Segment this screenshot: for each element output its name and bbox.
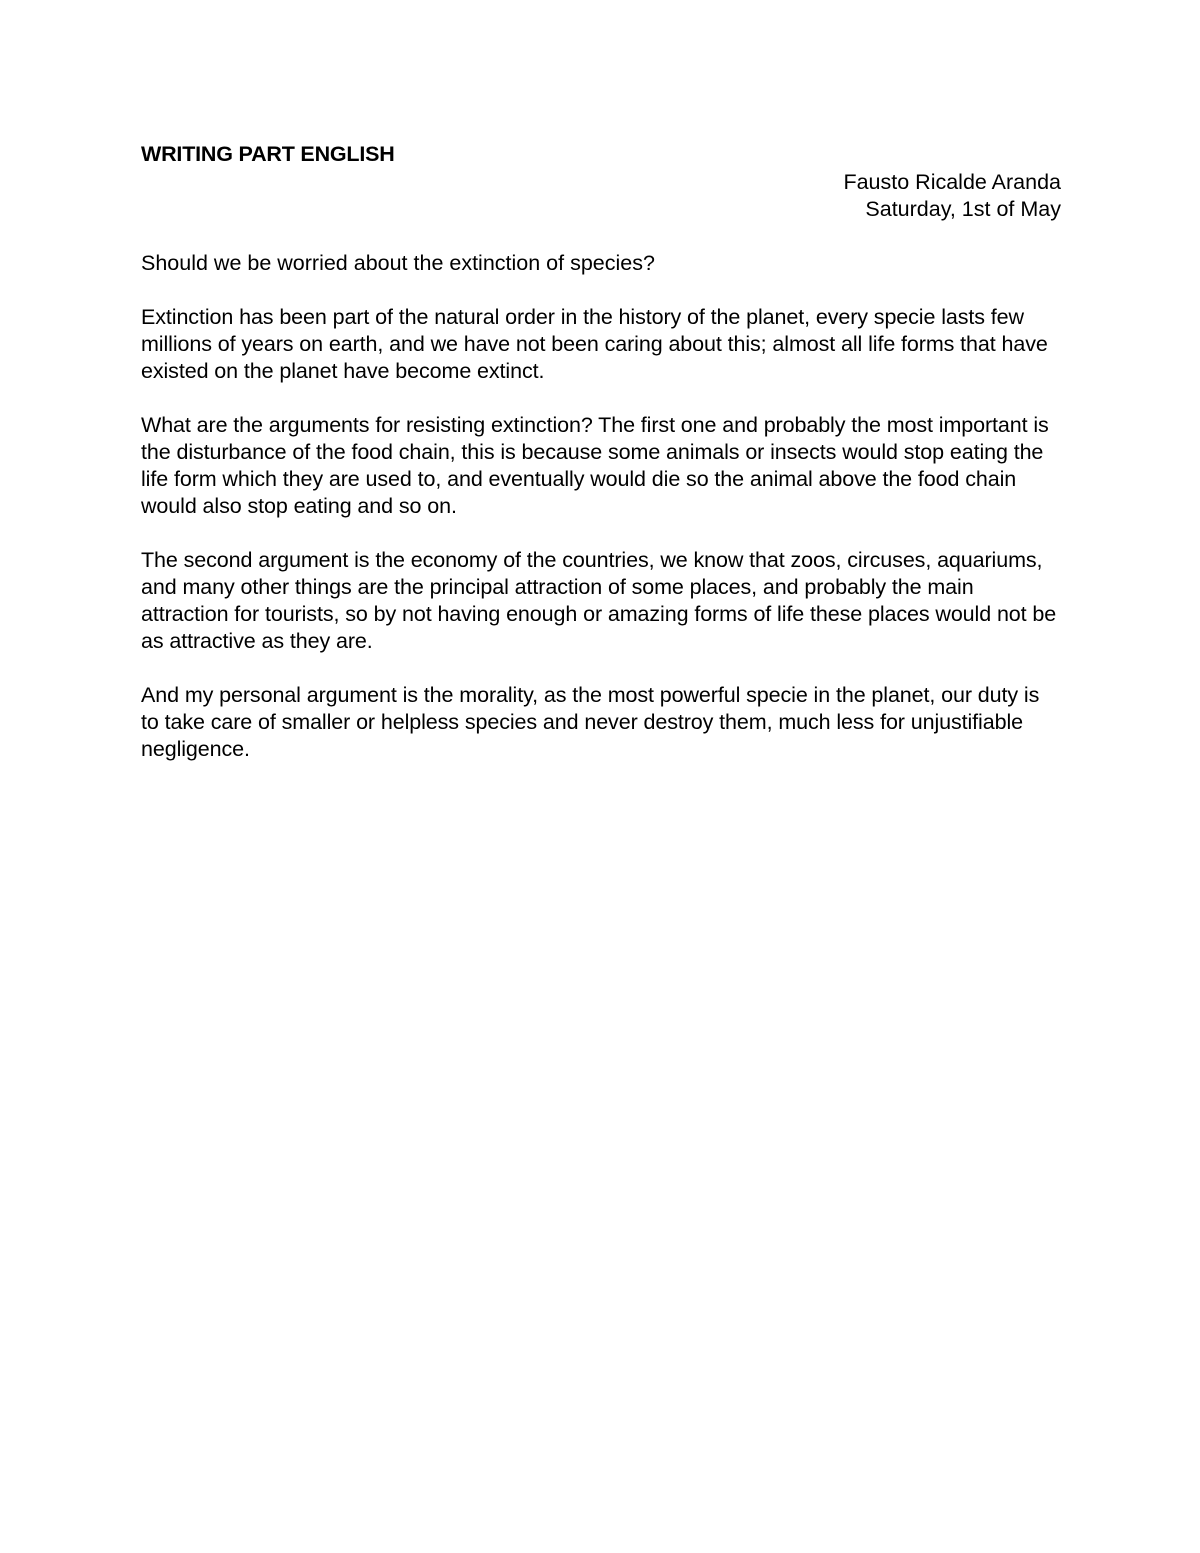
paragraph-2: What are the arguments for resisting extinction? The first one and probably the most important is the disturbance of the food chain, this is because some animals or insects would stop eating the life form which they are used to, and eventually would die so the animal above the food chain would also stop eating and so on. xyxy=(141,413,1049,518)
document-body xyxy=(141,140,1061,763)
author-name: Fausto Ricalde Aranda xyxy=(843,170,1061,194)
paragraph-3: The second argument is the economy of the countries, we know that zoos, circuses, aquariums, and many other things are the principal attraction of some places, and probably the main attraction for tourists, so by not having enough or amazing forms of life these places would not be as attractive as they are. xyxy=(141,548,1057,653)
document-title: WRITING PART ENGLISH xyxy=(141,142,395,166)
paragraph-4: And my personal argument is the morality, as the most powerful specie in the planet, our duty is to take care of smaller or helpless species and never destroy them, much less for unjustifiable negligence. xyxy=(141,683,1040,761)
author-block xyxy=(141,169,1061,223)
document-date: Saturday, 1st of May xyxy=(865,197,1061,221)
paragraph-1: Extinction has been part of the natural order in the history of the planet, every specie lasts few millions of years on earth, and we have not been caring about this; almost all life forms that have existed on the planet have become extinct. xyxy=(141,305,1048,383)
essay-question: Should we be worried about the extinction of species? xyxy=(141,251,655,275)
